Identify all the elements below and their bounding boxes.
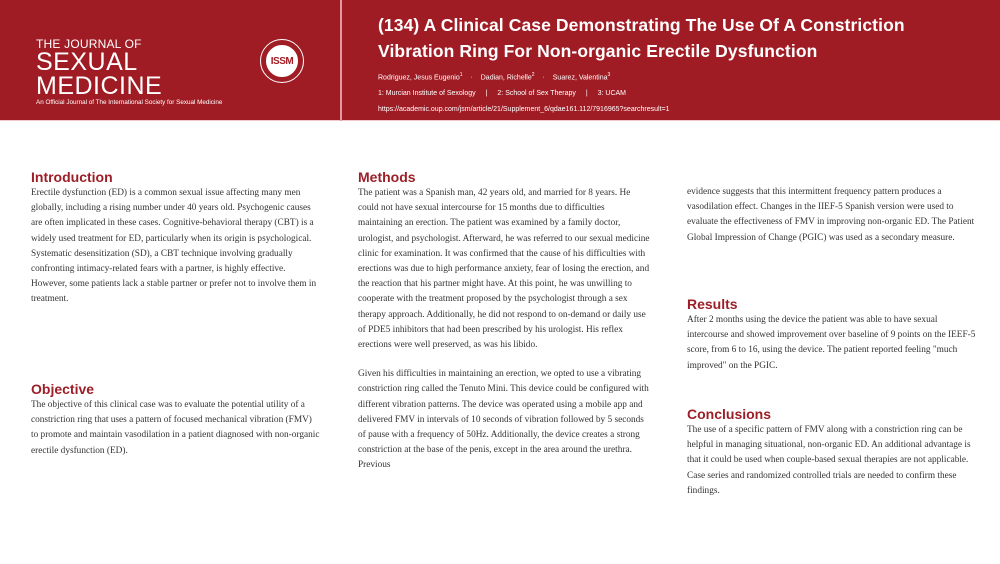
column-middle bbox=[358, 169, 650, 474]
poster-header bbox=[0, 0, 1000, 121]
results-heading: Results bbox=[687, 296, 738, 312]
results-body: After 2 months using the device the patient was able to have sexual intercourse and showed improvement over baseline of 9 points on the IEEF-5 score, from 6 to 16, using the device. The patient reported feeling "much improved" on the PGIC. bbox=[687, 315, 976, 371]
methods-heading: Methods bbox=[358, 169, 416, 185]
column-right-results bbox=[687, 296, 977, 374]
conclusions-section bbox=[687, 406, 977, 499]
affiliation: 3: UCAM bbox=[597, 90, 627, 98]
introduction-section bbox=[31, 169, 321, 308]
journal-name-main: SEXUAL MEDICINE bbox=[36, 48, 163, 100]
author-affil-number: 1 bbox=[459, 72, 463, 78]
affiliation: 1: Murcian Institute of Sexology bbox=[378, 90, 476, 98]
affiliation-separator: | bbox=[585, 90, 588, 98]
title-block bbox=[378, 12, 978, 115]
header-divider bbox=[340, 0, 342, 121]
methods-section bbox=[358, 169, 650, 474]
conclusions-body: The use of a specific pattern of FMV along with a constriction ring can be helpful in managing situational, non-organic ED. An additional advantage is that it could be used when couple-based sexual therapies are not applicable. Case series and randomized controlled trials are needed to confirm these findings. bbox=[687, 425, 971, 496]
poster-title: (134) A Clinical Case Demonstrating The Use Of A Constriction Vibration Ring For Non-organic Erectile Dysfunction bbox=[378, 15, 905, 61]
affiliation-list bbox=[378, 89, 978, 99]
author-name: Suarez, Valentina bbox=[552, 74, 608, 82]
author-name: Dadian, Richelle bbox=[480, 74, 532, 82]
column-right bbox=[687, 185, 977, 246]
journal-name-top: THE JOURNAL OF bbox=[36, 37, 142, 51]
methods-body-3: evidence suggests that this intermittent frequency pattern produces a vasodilation effect. Changes in the IIEF-5 Spanish version were used to evaluate the effectiveness of FMV in improving non-organic ED. The Patient Global Impression of Change (PGIC) was used as a secondary measure. bbox=[687, 187, 975, 243]
column-left-lower bbox=[31, 381, 321, 459]
objective-section bbox=[31, 381, 321, 459]
author-separator: · bbox=[470, 74, 473, 82]
column-left bbox=[31, 169, 321, 308]
author-list bbox=[378, 70, 978, 83]
objective-body: The objective of this clinical case was to evaluate the potential utility of a constriction ring that uses a pattern of focused mechanical vibration (FMV) to promote and maintain vasodilation in a patient diagnosed with non-organic erectile dysfunction (ED). bbox=[31, 400, 320, 456]
introduction-body: Erectile dysfunction (ED) is a common sexual issue affecting many men globally, including a rising number under 40 years old. Psychogenic causes are often implicated in these cases. Cognitive-behavioral therapy (CBT) is a widely used treatment for ED, particularly when its origin is psychological. Systematic desensitization (SD), a CBT technique involving gradually confronting intimacy-related fears with a partner, is highly effective. However, some patients lack a stable partner or prefer not to involve them in treatment. bbox=[31, 188, 317, 305]
methods-body-2: Given his difficulties in maintaining an erection, we opted to use a vibrating constriction ring called the Tenuto Mini. This device could be configured with different vibration patterns. The device was operated using a mobile app and delivered FMV in intervals of 10 seconds of vibration followed by 5 seconds of pause with a frequency of 50Hz. Additionally, the device creates a strong constriction at the base of the penis, except in the area around the urethra. Previous bbox=[358, 369, 649, 471]
journal-brand bbox=[36, 38, 256, 107]
objective-heading: Objective bbox=[31, 381, 95, 397]
introduction-heading: Introduction bbox=[31, 169, 113, 185]
author-affil-number: 2 bbox=[531, 72, 535, 78]
results-section bbox=[687, 296, 977, 374]
methods-body-1: The patient was a Spanish man, 42 years old, and married for 8 years. He could not have sexual intercourse for 15 months due to difficulties maintaining an erection. The patient was examined by a family doctor, urologist, and psychologist. Afterward, he was referred to our sexual medicine clinic for examination. It was confirmed that the cause of his difficulties with erections was due to high performance anxiety, fear of losing the erection, and the reaction that his partner might have. At this point, he was unwilling to cooperate with the treatment proposed by the psychologist through a sex therapy approach. Additionally, he did not respond to on-demand or daily use of PDE5 inhibitors that had been prescribed by his urologist. His reflex erections were well preserved, as was his libido. bbox=[358, 188, 650, 351]
article-url-link[interactable]: https://academic.oup.com/jsm/article/21/Supplement_6/qdae161.112/7916965?searchresult=1 bbox=[378, 106, 670, 114]
author-separator: · bbox=[542, 74, 545, 82]
column-right-conclusions bbox=[687, 406, 977, 499]
affiliation-separator: | bbox=[485, 90, 488, 98]
issm-logo-icon bbox=[260, 39, 304, 83]
issm-logo-text: ISSM bbox=[266, 45, 298, 77]
affiliation: 2: School of Sex Therapy bbox=[497, 90, 576, 98]
journal-subtitle: An Official Journal of The International Society for Sexual Medicine bbox=[36, 99, 223, 106]
author-name: Rodriguez, Jesus Eugenio bbox=[378, 74, 460, 82]
author-affil-number: 3 bbox=[607, 72, 611, 78]
conclusions-heading: Conclusions bbox=[687, 406, 772, 422]
